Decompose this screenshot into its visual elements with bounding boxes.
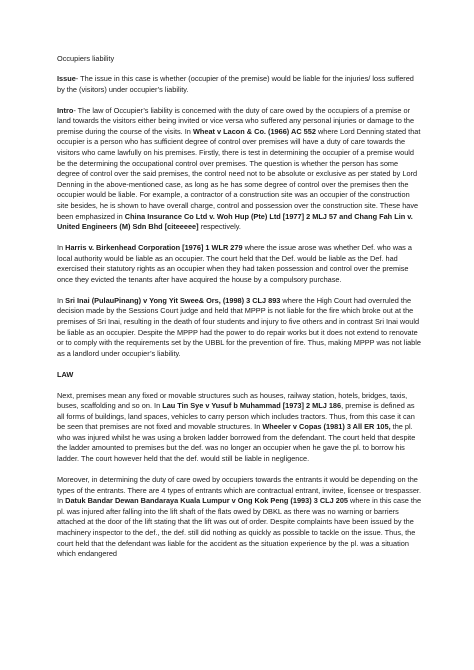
- body-text: the pl. who was injured whilst he was using a broken ladder borrowed from the defendant. The court held that despite the ladder amounted to premises but the def. was no longer an occupier when he gave the pl. to borrow his ladder. The court however held that the def. would still be liable in negligence.: [57, 422, 416, 464]
- body-text: where the issue arose was whether Def. who was a local authority would be liable as an occupier. The court held that the Def. would be liable as the Def. had exercised their statutory rights as an occupier when they had taken possession and control over the premise once they evicted the tenants after have acquired the house by a compulsory purchase.: [57, 243, 412, 284]
- bold-text: China Insurance Co Ltd v. Woh Hup (Pte) Ltd [1977] 2 MLJ 57 and Chang Fah Lin v. United Engineers (M) Sdn Bhd [citeeeee]: [57, 211, 413, 232]
- body-text: Next, premises mean any fixed or movable structures such as houses, railway station, hotels, bridges, taxis, buses, scaffolding and so on. In: [57, 390, 408, 411]
- body-text: Moreover, in determining the duty of care owed by occupiers towards the entrants it would be depending on the types of the entrants. There are 4 types of entrants which are contractual entrant, invitee, licensee or trespasser. In: [57, 474, 421, 506]
- body-text: respectively.: [198, 222, 241, 232]
- body-text: where the High Court had overruled the decision made by the Sessions Court judge and held that MPPP is not liable for the fire which broke out at the premises of Sri Inai, resulting in the death of four students and injury to five others and in contrast Sri Inai would be liable as an occupier. Despite the MPPP had the power to do repair works but it does not extend to renovate or to comply with the requirements set by the UBBL for the prevention of fire. Thus, making MPPP was not liable as a landlord under occupier’s liability.: [57, 295, 421, 358]
- paragraph-premises: [57, 391, 422, 465]
- bold-text: Datuk Bandar Dewan Bandaraya Kuala Lumpur v Ong Kok Peng (1993) 3 CLJ 205: [65, 496, 348, 506]
- bold-text: Sri Inai (PulauPinang) v Yong Yit Swee& Ors, (1998) 3 CLJ 893: [65, 295, 281, 305]
- body-text: - The law of Occupier’s liability is concerned with the duty of care owed by the occupiers of a premise or land towards the visitors either being invited or vice versa who suffered any personal injuries or damage to the premise during the course of the visits. In: [57, 105, 415, 136]
- paragraph-issue: [57, 74, 422, 95]
- bold-text: Harris v. Birkenhead Corporation [1976] 1 WLR 279: [65, 243, 243, 253]
- body-text: where in this case the pl. was injured after falling into the lift shaft of the flats owed by DBKL as there was no warning or barriers attached at the door of the lift stating that the lift was out of order. Despite complaints have been issued by the machinery inspector to the def., the def. still did nothing as quickly as possible to tackle on the issue. Thus, the court held that the defendant was liable for the accident as the situation experience by the pl. was a situation which endangered: [57, 496, 422, 559]
- paragraph-harris: [57, 243, 422, 285]
- paragraph-entrants: [57, 475, 422, 560]
- body-text: In: [57, 243, 66, 253]
- bold-text: Intro: [57, 105, 74, 115]
- document-page: [57, 54, 422, 570]
- body-text: where Lord Denning stated that occupier is a person who has sufficient degree of control over premises will have a duty of care towards the visitors who came lawfully on his premises. Firstly, there is test in determining the occupier of a premise would be the determining the occupational control over premises. The question is whether the person has some degree of control over the said premises, the control need not to be absolute or exclusive as per stated by Lord Denning in the above-mentioned case, as long as he has some degree of control over the premises then the occupier would be liable. For example, a contractor of a construction site was an occupier of the construction site besides, he is shown to have overall charge, control and possession over the construction site. These have been emphasized in: [57, 126, 421, 221]
- law-section: [57, 391, 422, 560]
- document-title: Occupiers liability: [57, 54, 115, 63]
- bold-text: Issue: [57, 74, 76, 84]
- bold-text: Lau Tin Sye v Yusuf b Muhammad [1973] 2 MLJ 186: [162, 401, 342, 411]
- body-text: In: [57, 295, 66, 305]
- body-text: - The issue in this case is whether (occupier of the premise) would be liable for the injuries/ loss suffered by the (visitors) under occupier’s liability.: [57, 74, 414, 94]
- paragraph-sri-inai: [57, 296, 422, 360]
- body-text: , premise is defined as all forms of buildings, land spaces, vehicles to carry person which includes tractors. Thus, from this case it can be seen that premises are not fixed and movable structures. In: [57, 401, 415, 432]
- intro-section: [57, 74, 422, 359]
- bold-text: Wheeler v Copas (1981) 3 All ER 105,: [262, 422, 391, 432]
- paragraph-intro: [57, 106, 422, 233]
- law-heading: LAW: [57, 369, 74, 379]
- bold-text: Wheat v Lacon & Co. (1966) AC 552: [192, 126, 316, 136]
